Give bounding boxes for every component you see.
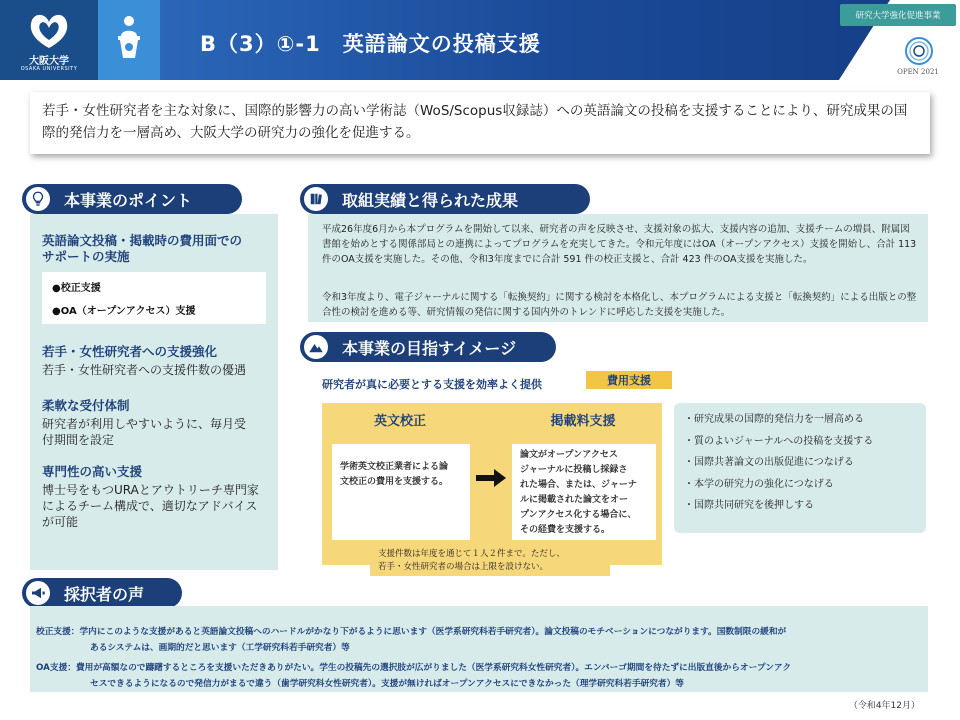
voice-proofreading-key: 校正支援： <box>36 627 80 637</box>
mountain-icon <box>304 335 328 359</box>
effect-item: ・国際共著論文の出版促進につなげる <box>684 457 854 468</box>
point-text-3a: 研究者が利用しやすいように、毎月受 <box>42 417 247 431</box>
flow-box-proofreading <box>332 444 470 540</box>
voice-oa-cont: セスできるようになるので発信力がまるで違う（歯学研究科女性研究者）。支援が無ければオープンアクセスにできなかった（理学研究科若手研究者）等 <box>90 679 684 689</box>
point-heading-2: 若手・女性研究者への支援強化 <box>42 344 218 359</box>
flow-box1-line2: 文校正の費用を支援する。 <box>340 477 449 487</box>
voice-oa-key: OA支援： <box>36 663 76 673</box>
voice-proofreading <box>36 624 924 640</box>
section-image-title: 本事業の目指すイメージ <box>342 338 517 358</box>
book-icon <box>304 187 328 211</box>
flow-box2-title: 掲載料支援 <box>550 414 616 429</box>
program-tag: 研究大学強化促進事業 <box>840 4 956 26</box>
section-voices-header <box>22 578 182 608</box>
voice-oa <box>36 660 924 676</box>
megaphone-icon <box>26 581 50 605</box>
point-text-4a: 博士号をもつURAとアウトリーチ専門家 <box>42 483 259 497</box>
effect-item: ・国際共同研究を後押しする <box>684 500 814 511</box>
arrow-right-icon <box>474 466 508 490</box>
page-title: B（3）①-1 英語論文の投稿支援 <box>200 32 541 56</box>
fee-support-tag: 費用支援 <box>586 371 672 389</box>
flow-box1-line1: 学術英文校正業者による論 <box>340 462 449 472</box>
voice-proofreading-text: 学内にこのような支援があると英語論文投稿へのハードルがかなり下がるように思います（医学系研究科若手研究者）。論文投稿のモチベーションにつながります。国数制限の緩和が <box>79 627 787 637</box>
results-panel <box>308 214 928 322</box>
flow-box2-line3: れた場合、または、ジャーナ <box>520 480 637 490</box>
flow-note <box>370 546 610 576</box>
university-logo <box>0 0 98 80</box>
section-points-title: 本事業のポイント <box>64 190 193 210</box>
flow-box2-line2: ジャーナルに投稿し採録さ <box>520 465 628 475</box>
logo-text: 大阪大学 <box>29 56 69 67</box>
header-icon-block <box>98 0 160 80</box>
voice-oa-text: 費用が高額なので躊躇するところを支援いただきありがたい。学生の投稿先の選択肢が広がりました（医学系研究科女性研究者）。エンバーゴ期間を待たずに出版直後からオープンアク <box>75 663 792 673</box>
support-list-box <box>42 272 266 324</box>
effect-item: ・研究成果の国際的発信力を一層高める <box>684 414 864 425</box>
flow-heading: 研究者が真に必要とする支援を効率よく提供 <box>322 378 542 391</box>
point-text-2: 若手・女性研究者への支援件数の優遇 <box>42 363 247 377</box>
flow-note-line1: 支援件数は年度を通じて１人２件まで。ただし、 <box>378 549 565 559</box>
flow-box2-line4: ルに掲載された論文をオー <box>520 495 629 505</box>
support-item-proofreading: ●校正支援 <box>52 283 101 294</box>
support-item-oa: ●OA（オープンアクセス）支援 <box>52 306 196 317</box>
voice-proofreading-cont: あるシステムは、画期的だと思います（工学研究科若手研究者）等 <box>90 643 350 653</box>
results-paragraph-2: 令和3年度より、電子ジャーナルに関する「転換契約」に関する検討を本格化し、本プログラムによる支援と「転換契約」による出版との整合性の検討を進める等、研究情報の発信に関する国内外のトレンドに呼応した支援を実施した。 <box>322 292 917 318</box>
point-text-4b: によるチーム構成で、適切なアドバイス <box>42 499 258 513</box>
effects-box <box>674 403 926 533</box>
effect-item: ・質のよいジャーナルへの投稿を支援する <box>684 435 874 447</box>
section-points-header <box>22 184 242 214</box>
point-heading-1b: サポートの実施 <box>42 249 130 264</box>
section-image-header <box>300 332 556 362</box>
flow-note-line2: 若手・女性研究者の場合は上限を設けない。 <box>378 562 549 572</box>
presenter-icon <box>98 0 160 80</box>
effect-item: ・本学の研究力の強化につなげる <box>684 478 834 490</box>
flow-box2-line5: プンアクセス化する場合に、 <box>520 510 637 520</box>
document-date: （令和4年12月） <box>848 701 920 711</box>
flow-box-publication-fee <box>512 444 656 540</box>
flow-box2-line6: その経費を支援する。 <box>520 525 611 535</box>
intro-text: 若手・女性研究者を主な対象に、国際的影響力の高い学術誌（WoS/Scopus収録誌）への英語論文の投稿を支援することにより、研究成果の国際的発信力を一層高め、大阪大学の研究力の強化を促進する。 <box>42 103 908 141</box>
section-results-header <box>300 184 590 214</box>
open-2021-text: OPEN 2021 <box>897 68 939 76</box>
point-heading-1: 英語論文投稿・掲載時の費用面での <box>42 233 243 248</box>
section-voices-title: 採択者の声 <box>64 584 145 604</box>
intro-box <box>30 92 930 154</box>
flow-box1-title: 英文校正 <box>373 414 426 429</box>
section-results-title: 取組実績と得られた成果 <box>342 190 519 210</box>
point-text-3b: 付期間を設定 <box>42 433 115 447</box>
point-text-4c: が可能 <box>42 515 79 529</box>
university-emblem-icon <box>26 10 72 50</box>
point-heading-4: 専門性の高い支援 <box>42 464 143 479</box>
flow-box2-line1: 論文がオープンアクセス <box>520 450 618 460</box>
lightbulb-icon <box>26 187 50 211</box>
point-heading-3: 柔軟な受付体制 <box>42 398 130 413</box>
page-header <box>0 0 960 80</box>
results-paragraph-1: 平成26年度6月から本プログラムを開始して以来、研究者の声を反映させ、支援対象の拡大、支援内容の追加、支援チームの増員、附属図書館を始めとする関係部局との連携によってプログラムを充実してきた。令和元年度にはOA（オープンアクセス）支援を開始し、合計 113 件のOA支援を実施した。その他、令和3年度までに合計 591 件の校正支援と、合計 423 件のOA支援を実施した。 <box>322 224 917 265</box>
logo-subtext: OSAKA UNIVERSITY <box>20 66 78 72</box>
